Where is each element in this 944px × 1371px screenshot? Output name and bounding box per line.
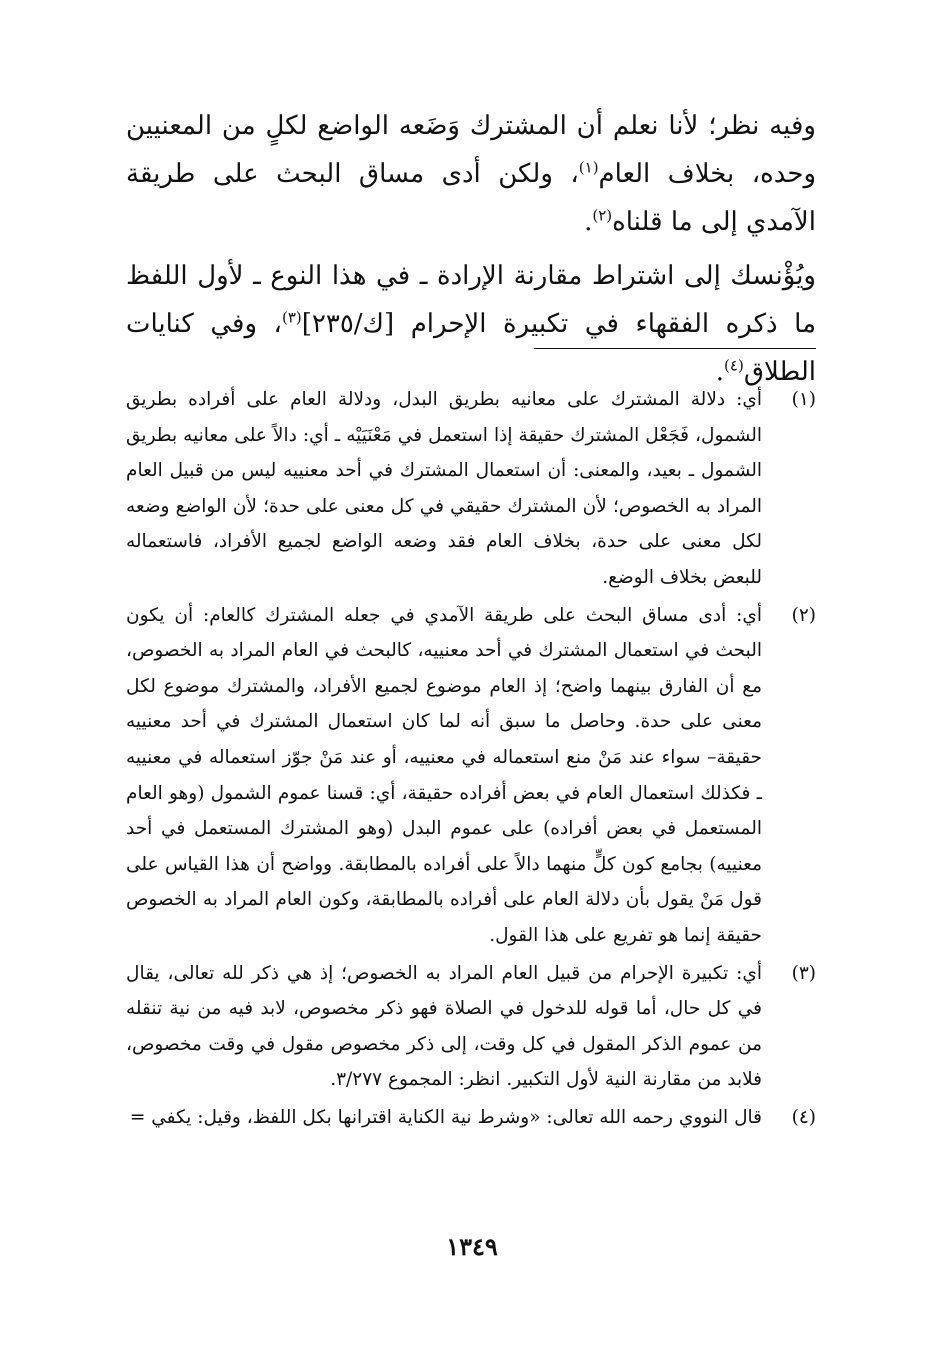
paragraph-2-text-b: ، وفي كنايات الطلاق [126, 309, 816, 387]
main-text [126, 102, 816, 396]
paragraph-2 [126, 252, 816, 396]
footnote-2 [126, 598, 816, 954]
footnote-ref-1[interactable]: (١) [578, 158, 599, 177]
footnote-4 [126, 1100, 816, 1136]
paragraph-1 [126, 102, 816, 246]
footnote-3 [126, 956, 816, 1098]
footnote-1-text: أي: دلالة المشترك على معانيه بطريق البدل، ودلالة العام على أفراده بطريق الشمول، فَجَعْل المشترك حقيقة إذا استعمل في مَعْنَيَيْه ـ أي: دالاً على معانيه بطريق الشمول ـ بعيد، والمعنى: أن استعمال المشترك في أحد معنييه ليس من قبيل العام المراد به الخصوص؛ لأن المشترك حقيقي في كل معنى على حدة؛ لأن الواضع وضعه لكل معنى على حدة، بخلاف العام فقد وضعه الواضع لجميع الأفراد، فاستعماله للبعض بخلاف الوضع. [126, 389, 762, 588]
footnote-2-text: أي: أدى مساق البحث على طريقة الآمدي في جعله المشترك كالعام: أن يكون البحث في استعمال المشترك في أحد معنييه، كالبحث في العام المراد به الخصوص، مع أن الفارق بينهما واضح؛ إذ العام موضوع لجميع الأفراد، والمشترك موضوع لكل معنى على حدة. وحاصل ما سبق أنه لما كان استعمال المشترك في أحد معنييه حقيقة– سواء عند مَنْ منع استعماله في معنييه، أو عند مَنْ جوّز استعماله في معنييه ـ فكذلك استعمال العام في بعض أفراده حقيقة، أي: قسنا عموم الشمول (وهو العام المستعمل في بعض أفراده) على عموم البدل (وهو المشترك المستعمل في أحد معنييه) بجامع كون كلٍّ منهما دالاً على أفراده بالمطابقة. وواضح أن هذا القياس على قول مَنْ يقول بأن دلالة العام على أفراده بالمطابقة، وكون العام المراد به الخصوص حقيقة إنما هو تفريع على هذا القول. [126, 604, 762, 946]
paragraph-1-text-b: ، ولكن أدى مساق البحث على طريقة الآمدي إلى ما قلناه [126, 159, 816, 237]
paragraph-2-end: . [715, 357, 725, 387]
paragraph-1-text-a: وفيه نظر؛ لأنا نعلم أن المشترك وَضَعه الواضع لكلٍ من المعنيين وحده، بخلاف العام [126, 111, 816, 189]
footnote-separator [534, 348, 816, 349]
footnote-2-number: (٢) [791, 604, 816, 626]
footnote-ref-4[interactable]: (٤) [724, 356, 744, 375]
footnote-ref-2[interactable]: (٢) [592, 206, 613, 225]
page-number: ١٣٤٩ [446, 1232, 498, 1261]
footnote-1-number: (١) [791, 389, 816, 410]
footnote-1 [126, 382, 816, 596]
paragraph-1-end: . [584, 207, 593, 237]
paragraph-2-text-a: ويُؤْنسك إلى اشتراط مقارنة الإرادة ـ في هذا النوع ـ لأول اللفظ ما ذكره الفقهاء في تكبيرة الإحرام [ك/٢٣٥] [126, 261, 816, 339]
footnote-3-number: (٣) [791, 962, 816, 984]
footnote-3-text: أي: تكبيرة الإحرام من قبيل العام المراد به الخصوص؛ إذ هي ذكر لله تعالى، يقال في كل حال، أما قوله للدخول في الصلاة فهو ذكر مخصوص، لابد فيه من نية تنقله من عموم الذكر المقول في كل وقت، إلى ذكر مخصوص مقول في وقت مخصوص، فلابد من مقارنة النية لأول التكبير. انظر: المجموع ٣/٢٧٧. [126, 962, 762, 1091]
footnote-4-number: (٤) [791, 1106, 816, 1128]
footnotes [126, 382, 816, 1137]
footnote-ref-3[interactable]: (٣) [281, 308, 302, 327]
footnote-4-text: قال النووي رحمه الله تعالى: «وشرط نية الكناية اقترانها بكل اللفظ، وقيل: يكفي = [129, 1106, 762, 1128]
